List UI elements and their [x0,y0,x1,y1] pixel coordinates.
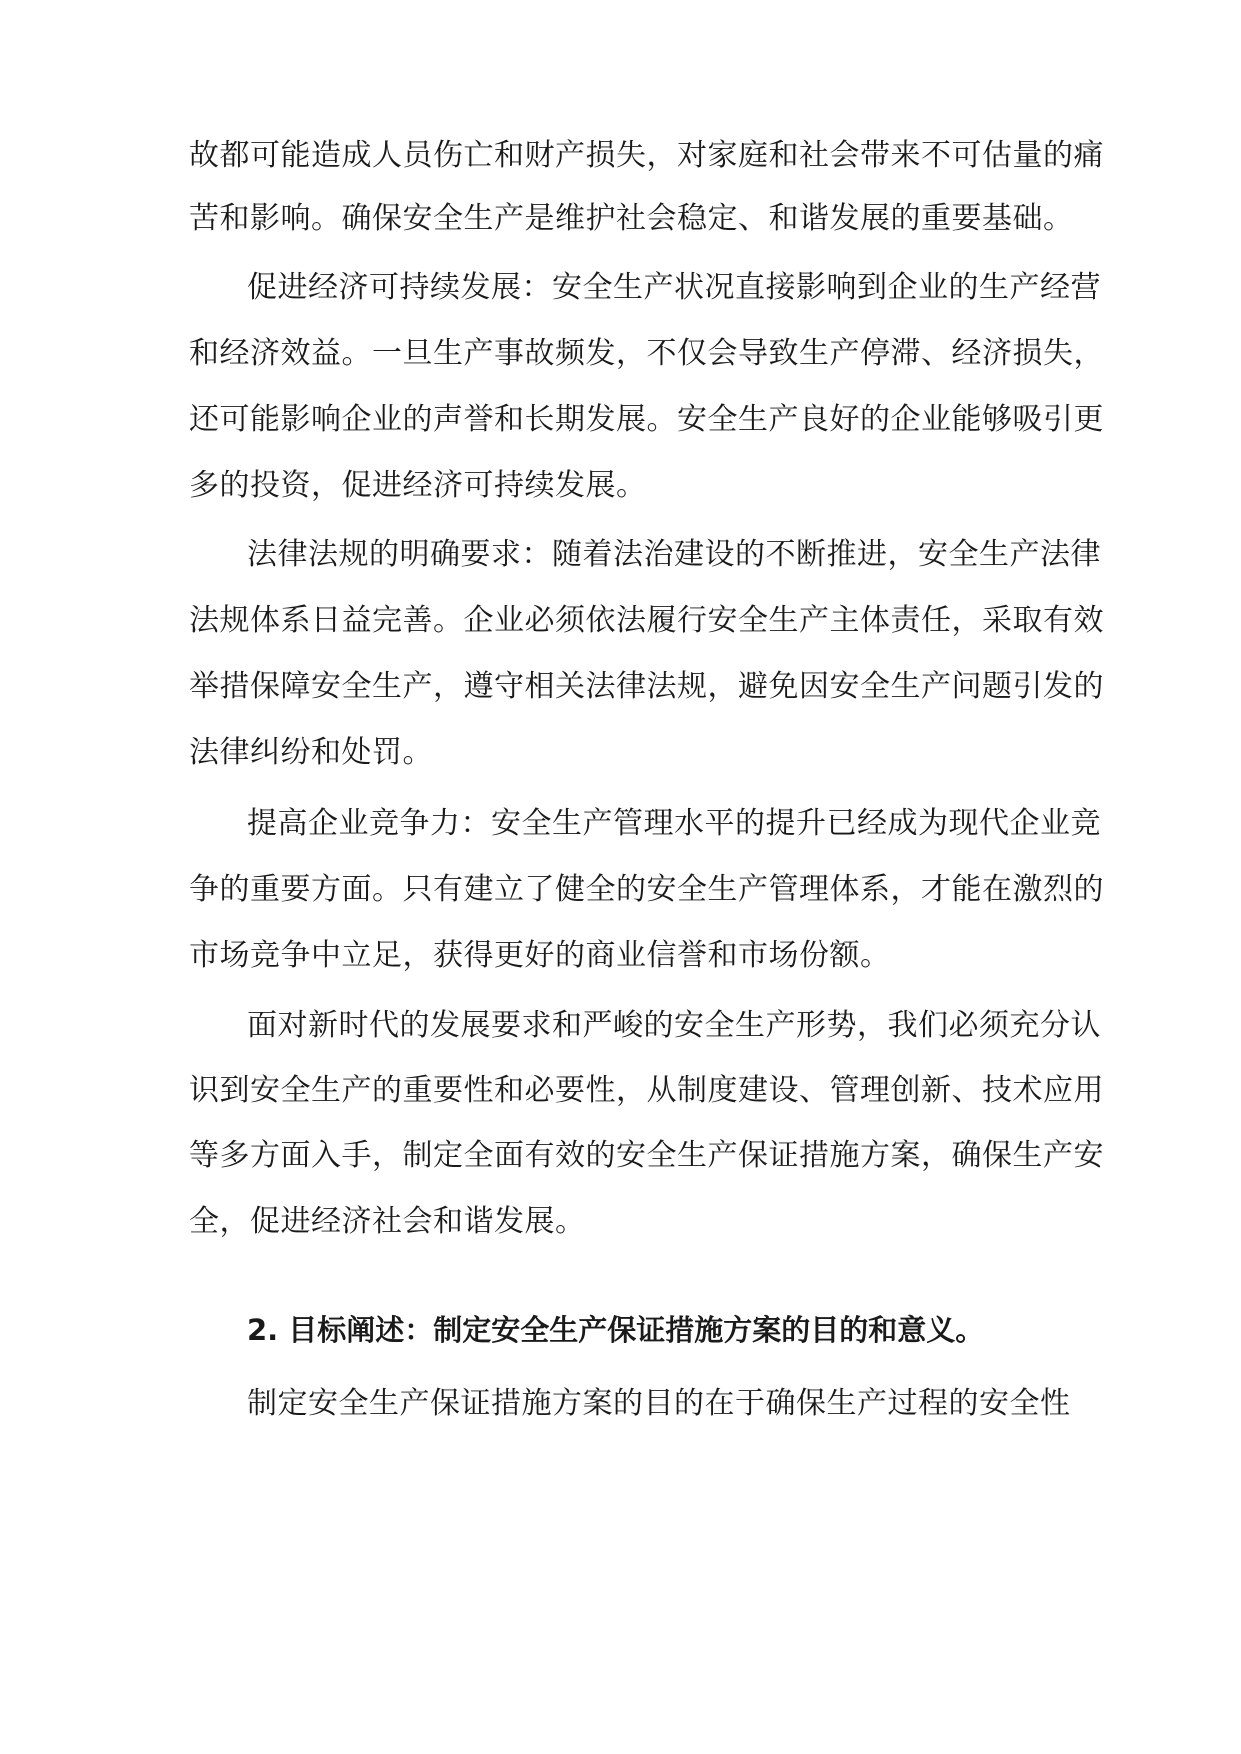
paragraph-line: 全，促进经济社会和谐发展。 [189,1204,586,1239]
paragraph-line: 等多方面入手，制定全面有效的安全生产保证措施方案，确保生产安 [189,1138,1104,1173]
section-heading: 2. 目标阐述：制定安全生产保证措施方案的目的和意义。 [247,1313,985,1347]
paragraph-line: 多的投资，促进经济可持续发展。 [189,468,647,503]
paragraph-line: 争的重要方面。只有建立了健全的安全生产管理体系，才能在激烈的 [189,872,1104,907]
paragraph-line: 和经济效益。一旦生产事故频发，不仅会导致生产停滞、经济损失， [189,336,1104,371]
paragraph-line: 制定安全生产保证措施方案的目的在于确保生产过程的安全性 [247,1386,1071,1421]
paragraph-line: 市场竞争中立足，获得更好的商业信誉和市场份额。 [189,938,891,973]
paragraph-line: 促进经济可持续发展：安全生产状况直接影响到企业的生产经营 [247,270,1101,305]
paragraph-line: 举措保障安全生产，遵守相关法律法规，避免因安全生产问题引发的 [189,669,1104,704]
paragraph-line: 法律法规的明确要求：随着法治建设的不断推进，安全生产法律 [247,537,1101,572]
paragraph-line: 故都可能造成人员伤亡和财产损失，对家庭和社会带来不可估量的痛 [189,138,1104,173]
paragraph-line: 识到安全生产的重要性和必要性，从制度建设、管理创新、技术应用 [189,1073,1104,1108]
paragraph-line: 法律纠纷和处罚。 [189,735,433,770]
paragraph-line: 面对新时代的发展要求和严峻的安全生产形势，我们必须充分认 [247,1008,1101,1043]
paragraph-line: 还可能影响企业的声誉和长期发展。安全生产良好的企业能够吸引更 [189,402,1104,437]
paragraph-line: 法规体系日益完善。企业必须依法履行安全生产主体责任，采取有效 [189,603,1104,638]
paragraph-line: 提高企业竞争力：安全生产管理水平的提升已经成为现代企业竞 [247,806,1101,841]
paragraph-line: 苦和影响。确保安全生产是维护社会稳定、和谐发展的重要基础。 [189,201,1074,236]
